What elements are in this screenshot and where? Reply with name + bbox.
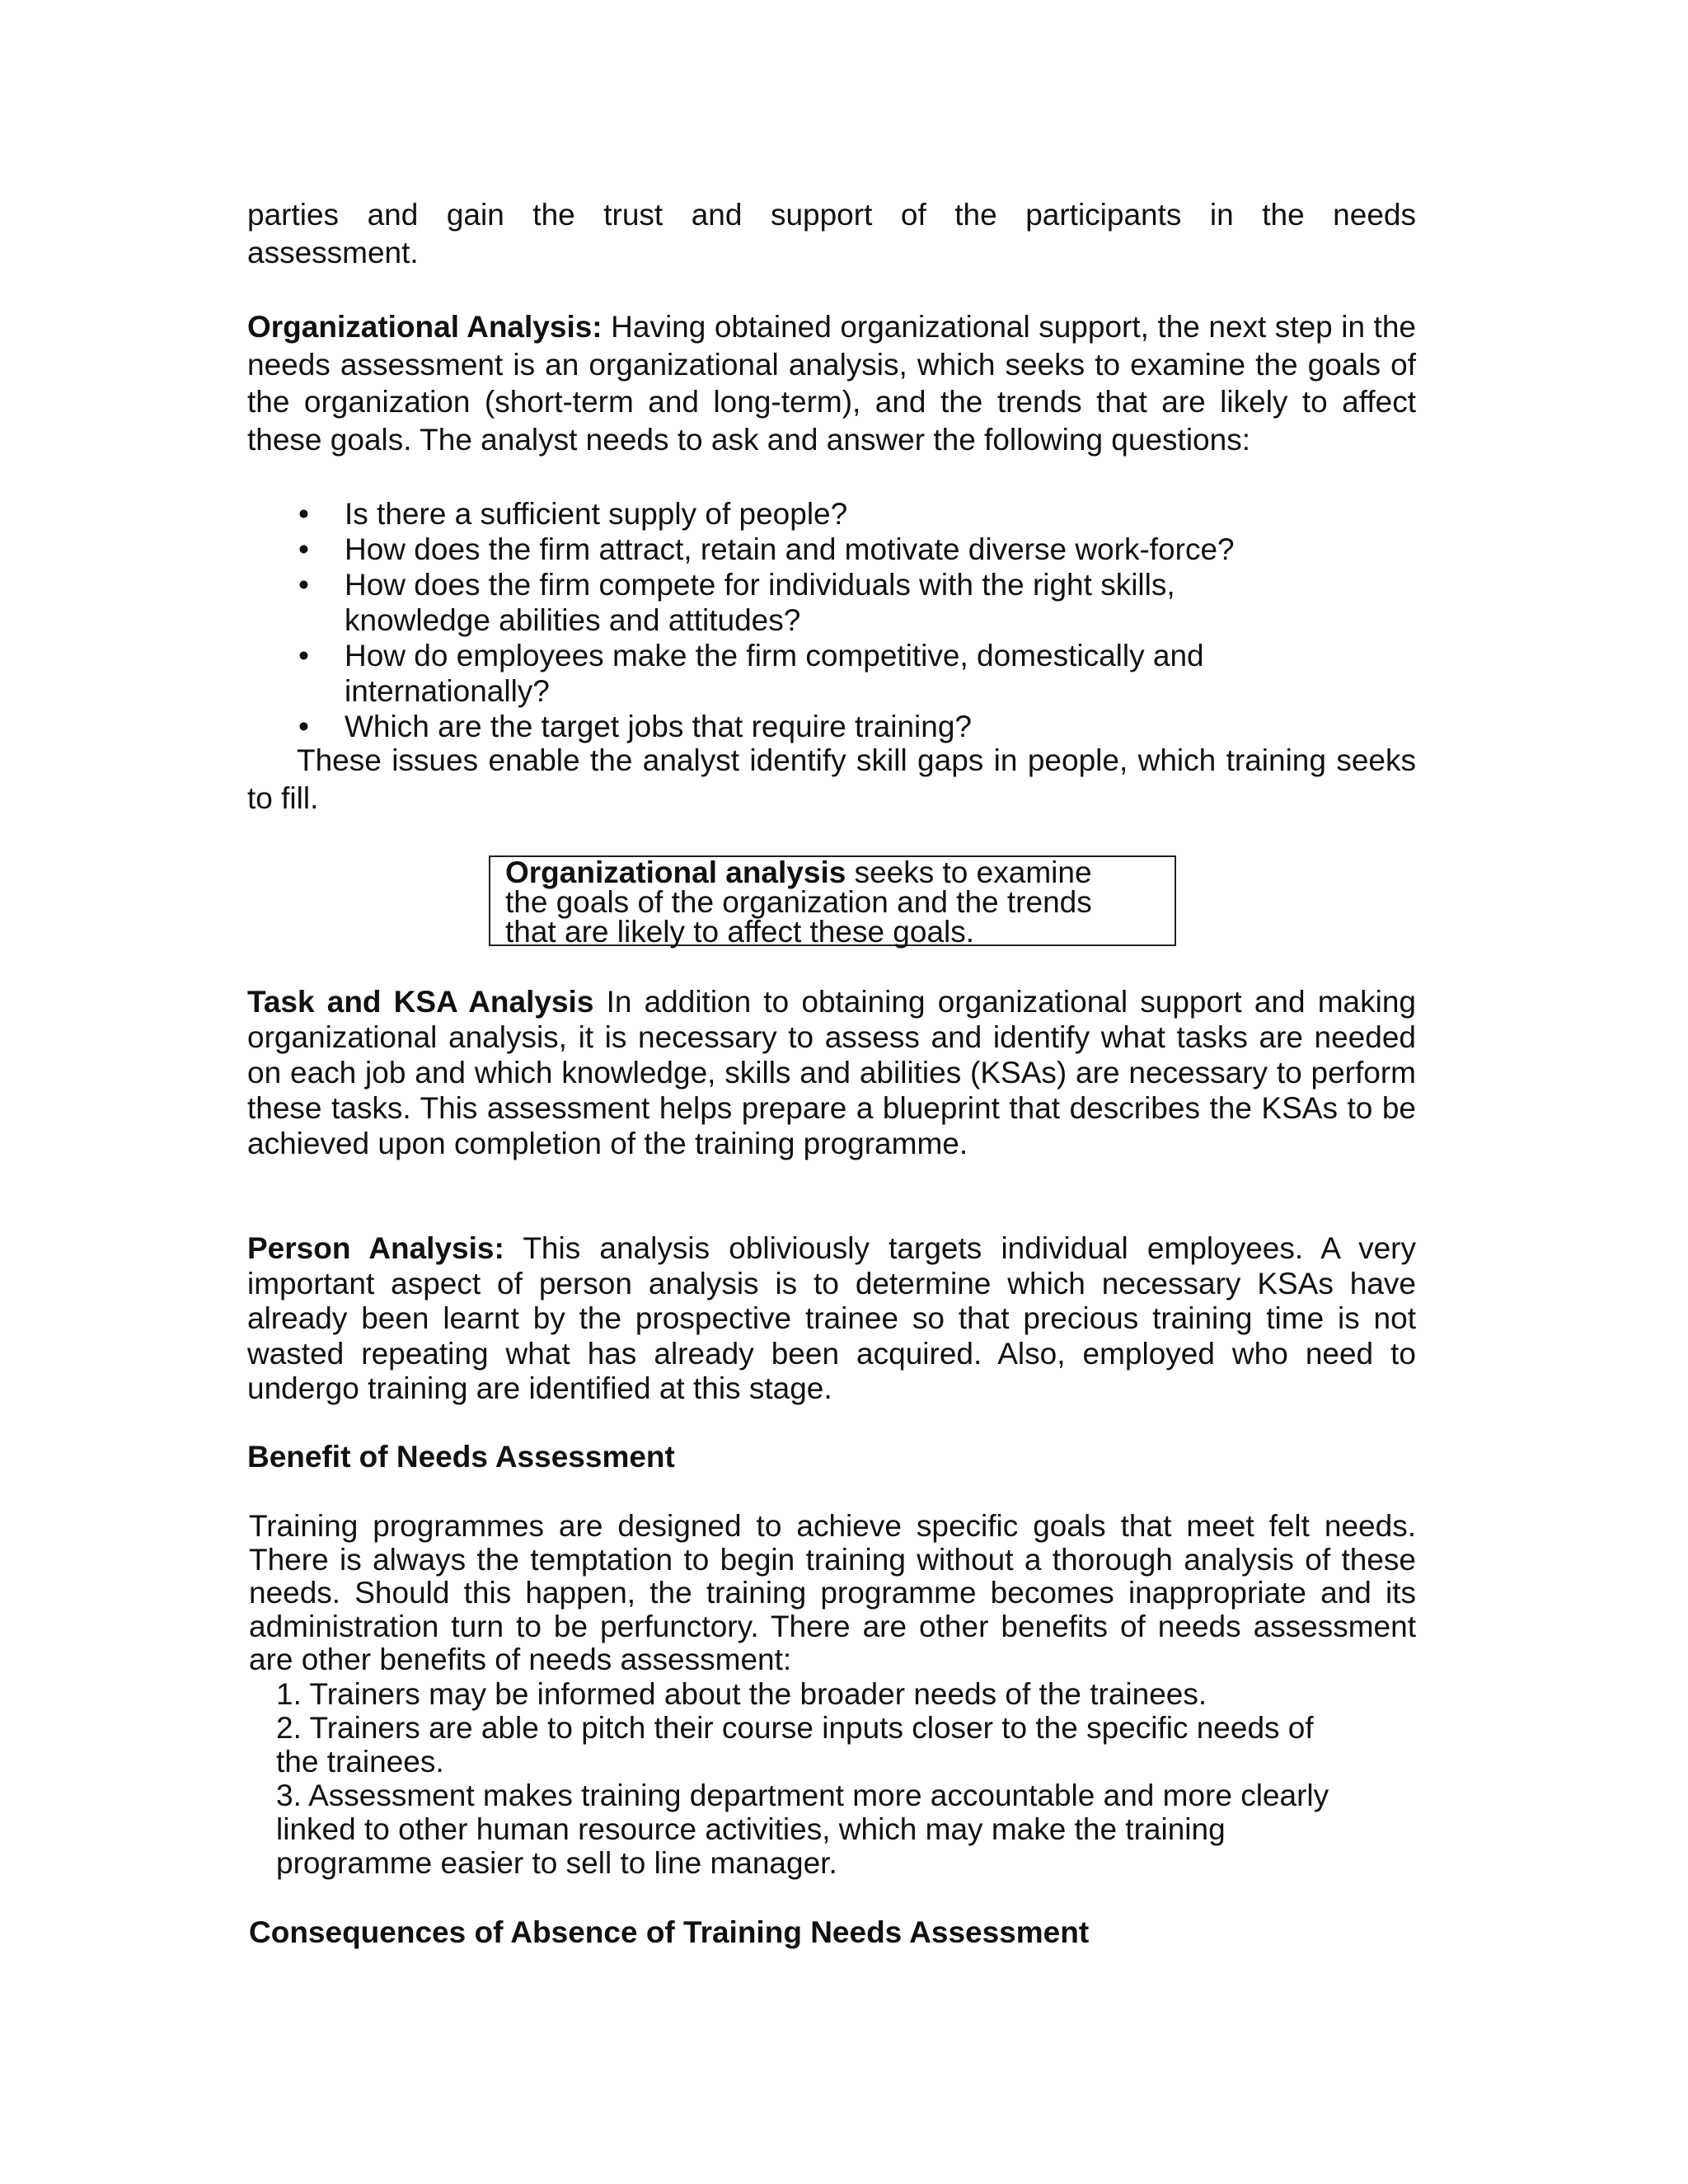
task-ksa-paragraph — [247, 984, 1416, 1161]
callout-line-2: the goals of the organization and the trends — [505, 885, 1092, 919]
intro-line-1: parties and gain the trust and support of the participants in the needs — [247, 198, 1416, 232]
callout-line-3: that are likely to affect these goals. — [505, 915, 975, 949]
list-item: • Is there a sufficient supply of people? — [298, 497, 848, 531]
list-item: • How does the firm compete for individuals with the right skills, — [298, 568, 1175, 602]
list-item: • How does the firm attract, retain and motivate diverse work-force? — [298, 532, 1235, 566]
list-item-continuation: internationally? — [345, 674, 550, 708]
person-analysis-paragraph — [247, 1231, 1416, 1407]
bullet-icon: • — [298, 639, 309, 673]
benefit-paragraph: Training programmes are designed to achieve specific goals that meet felt needs. There is always the temptation to begin training without a thorough analysis of these needs. Should this happen, the training programme becomes inappropriate and its administration turn to be perfunctory. There are other benefits of needs assessment are other benefits of needs assessment: — [249, 1509, 1416, 1676]
task-ksa-text: In addition to obtaining organizational support and making organizational analysis, it is necessary to assess and identify what tasks are needed on each job and which knowledge, skills and abilities (KSAs) are necessary to perform these tasks. This assessment helps prepare a blueprint that describes the KSAs to be achieved upon completion of the training programme. — [247, 985, 1416, 1160]
intro-line-2: assessment. — [247, 235, 419, 269]
list-item: 3. Assessment makes training department more accountable and more clearly — [276, 1779, 1329, 1812]
bullet-icon: • — [298, 568, 309, 602]
callout-bold: Organizational analysis — [505, 855, 846, 889]
benefit-heading: Benefit of Needs Assessment — [247, 1440, 675, 1474]
bullet-icon: • — [298, 532, 309, 566]
callout-line-1: seeks to examine — [846, 855, 1092, 889]
task-ksa-heading: Task and KSA Analysis — [247, 985, 594, 1019]
list-item-continuation: knowledge abilities and attitudes? — [345, 603, 801, 637]
consequences-heading: Consequences of Absence of Training Needs Assessment — [249, 1915, 1090, 1949]
list-item: 2. Trainers are able to pitch their course inputs closer to the specific needs of — [276, 1711, 1314, 1745]
list-item-continuation: the trainees. — [276, 1745, 444, 1779]
bullet-icon: • — [298, 497, 309, 531]
org-analysis-heading: Organizational Analysis: — [247, 310, 603, 344]
org-analysis-text: Having obtained organizational support, the next step in the needs assessment is an organizational analysis, which seeks to examine the goals of the organization (short-term and long-term), and the trends that are likely to affect these goals. The analyst needs to ask and answer the following questions: — [247, 310, 1416, 457]
person-analysis-heading: Person Analysis: — [247, 1231, 504, 1265]
list-item-continuation: programme easier to sell to line manager. — [276, 1846, 837, 1880]
benefit-list — [276, 1677, 1416, 1880]
list-item: 1. Trainers may be informed about the broader needs of the trainees. — [276, 1677, 1207, 1711]
callout-box — [489, 855, 1176, 949]
intro-paragraph — [247, 196, 1416, 271]
person-analysis-text: This analysis obliviously targets individual employees. A very important aspect of person analysis is to determine which necessary KSAs have already been learnt by the prospective trainee so that precious training time is not wasted repeating what has already been acquired. Also, employed who need to undergo training are identified at this stage. — [247, 1231, 1417, 1405]
list-item-continuation: linked to other human resource activities, which may make the training — [276, 1812, 1226, 1846]
bullet-icon: • — [298, 710, 309, 743]
list-item: • How do employees make the firm competitive, domestically and — [298, 639, 1204, 673]
org-analysis-paragraph — [247, 308, 1416, 458]
org-analysis-bullets — [247, 496, 1416, 744]
org-analysis-closing: These issues enable the analyst identify skill gaps in people, which training seeks to fill. — [247, 743, 1416, 815]
list-item: • Which are the target jobs that require training? — [298, 710, 972, 743]
